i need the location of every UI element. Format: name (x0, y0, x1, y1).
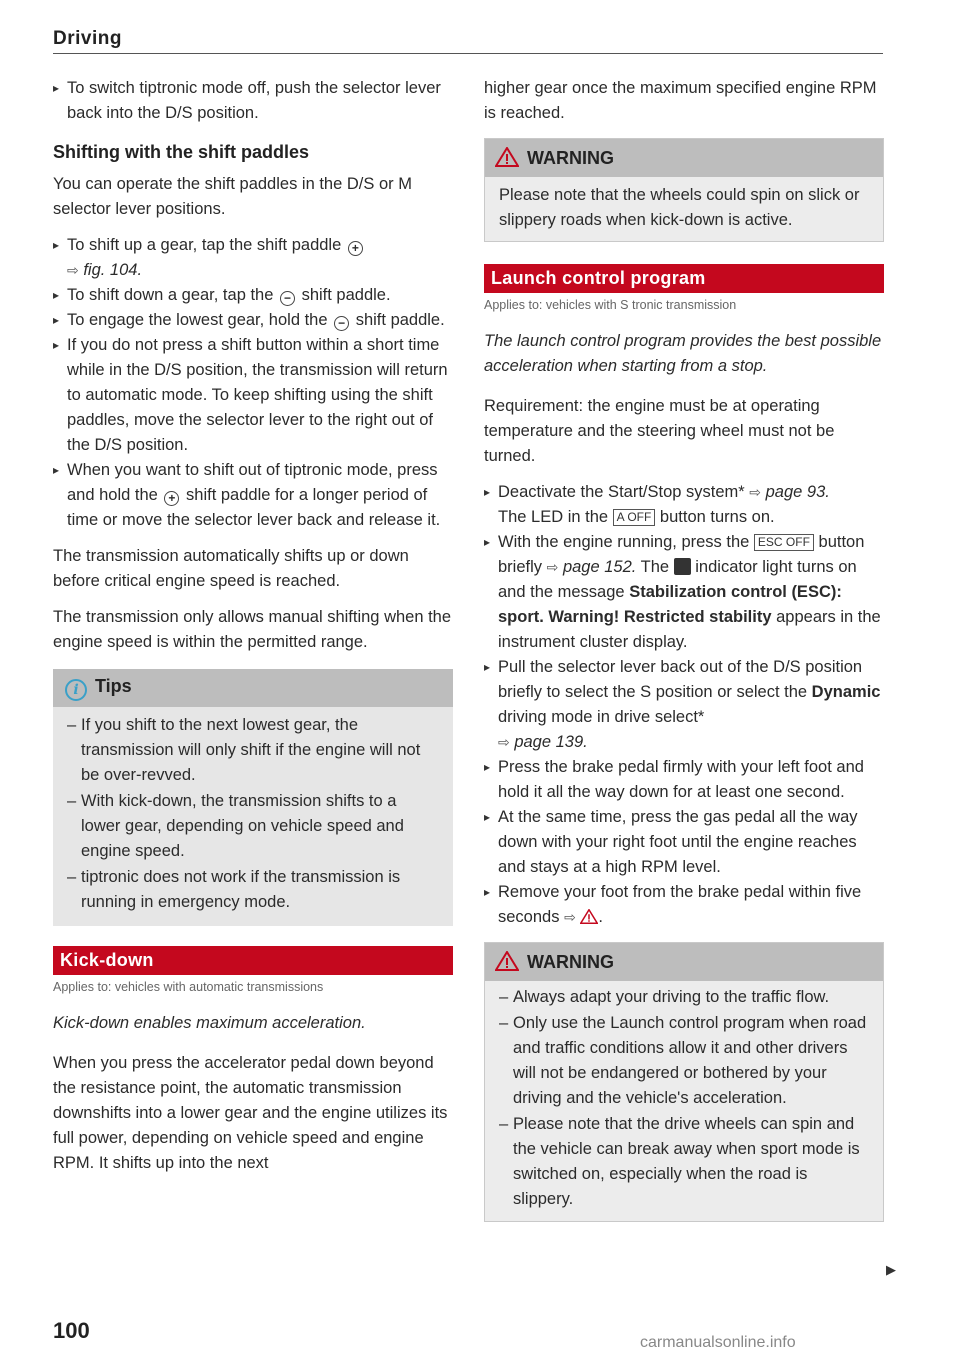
warning-triangle-icon (495, 147, 519, 167)
tips-title: Tips (95, 676, 132, 696)
warning-header (485, 139, 883, 177)
ref-arrow-icon: ⇨ (749, 484, 762, 500)
step-item: ▸ If you do not press a shift button within a short time while in the D/S position, the transmission will return to automatic mode. To keep shifting using the shift paddles, move the selector lever to the right out of the D/S position. (53, 333, 453, 458)
chapter-title: Driving (53, 28, 122, 49)
continuation-paragraph: higher gear once the maximum specified engine RPM is reached. (484, 79, 877, 122)
plus-paddle-icon: + (164, 491, 179, 506)
kickdown-lead: Kick-down enables maximum acceleration. (53, 1014, 366, 1032)
step-item: ▸ To switch tiptronic mode off, push the selector lever back into the D/S position. (53, 76, 453, 126)
tips-box (53, 669, 453, 926)
launch-section-title: Launch control program (484, 264, 884, 293)
step-item: ▸ Pull the selector lever back out of the D/S position briefly to select the S position or select the Dynamic driving mode in drive select* ⇨ page 139. (484, 655, 884, 755)
watermark: carmanualsonline.info (640, 1334, 796, 1351)
left-column (53, 76, 453, 1187)
paddles-heading: Shifting with the shift paddles (53, 142, 309, 162)
launch-lead: The launch control program provides the best possible acceleration when starting from a stop. (484, 332, 882, 375)
tips-list (53, 707, 453, 915)
tips-header (53, 669, 453, 707)
launch-applies: Applies to: vehicles with S tronic transmission (484, 298, 737, 312)
warning-item: – Please note that the drive wheels can spin and the vehicle can break away when sport mode is switched on, especially when the road is slippery. (499, 1112, 869, 1212)
step-item: ▸ Deactivate the Start/Stop system* ⇨ page 93. The LED in the A OFF button turns on. (484, 480, 884, 530)
step-item: ▸ When you want to shift out of tiptronic mode, press and hold the + shift paddle for a longer period of time or move the selector lever back and release it. (53, 458, 453, 533)
warning-box (484, 942, 884, 1222)
warning-item: – Always adapt your driving to the traffic flow. (499, 985, 869, 1010)
step-item: ▸ Remove your foot from the brake pedal within five seconds ⇨ . (484, 880, 884, 930)
page-reference[interactable]: page 139. (514, 733, 588, 751)
ref-arrow-icon: ⇨ (564, 909, 576, 925)
figure-reference[interactable]: fig. 104. (83, 261, 143, 279)
page-number: 100 (53, 1318, 90, 1343)
kickdown-body: When you press the accelerator pedal down beyond the resistance point, the automatic transmission downshifts into a lower gear and the engine utilizes its full power, depending on vehicle speed and engine RPM. It shifts up into the next (53, 1054, 448, 1172)
page-reference[interactable]: page 152. (562, 558, 637, 576)
step-item: ▸ Press the brake pedal firmly with your left foot and hold it all the way down for at least one second. (484, 755, 884, 805)
page-reference[interactable]: page 93. (765, 483, 830, 501)
paddle-steps (53, 233, 453, 533)
launch-steps (484, 480, 884, 930)
intro-steps (53, 76, 453, 126)
launch-requirement: Requirement: the engine must be at operating temperature and the steering wheel must not be turned. (484, 397, 835, 465)
info-icon: i (65, 679, 87, 701)
warning-triangle-icon (495, 951, 519, 971)
warning-triangle-icon[interactable] (580, 909, 598, 924)
paddles-paragraph: You can operate the shift paddles in the D/S or M selector lever positions. (53, 175, 412, 218)
kickdown-applies: Applies to: vehicles with automatic transmissions (53, 980, 324, 994)
warning-body: Please note that the wheels could spin on slick or slippery roads when kick-down is active. (499, 186, 860, 229)
tip-item: – If you shift to the next lowest gear, the transmission will only shift if the engine will not be over-revved. (67, 713, 439, 788)
ref-arrow-icon: ⇨ (498, 734, 510, 750)
plus-paddle-icon: + (348, 241, 363, 256)
step-item: ▸ At the same time, press the gas pedal all the way down with your right foot until the engine reaches and stays at a high RPM level. (484, 805, 884, 880)
continue-arrow-icon: ▶ (886, 1262, 896, 1277)
warning-box (484, 138, 884, 242)
warning-title: WARNING (527, 148, 614, 168)
minus-paddle-icon: − (334, 316, 349, 331)
warning-list (485, 981, 883, 1212)
page-header (53, 28, 883, 54)
start-stop-button-icon: A OFF (613, 509, 656, 526)
tip-item: – tiptronic does not work if the transmission is running in emergency mode. (67, 865, 439, 915)
warning-title: WARNING (527, 952, 614, 972)
warning-header (485, 943, 883, 981)
minus-paddle-icon: − (280, 291, 295, 306)
warning-item: – Only use the Launch control program when road and traffic conditions allow it and other drivers will not be endangered or bothered by your driving and the vehicle's acceleration. (499, 1011, 869, 1111)
esc-indicator-icon (674, 558, 691, 575)
right-column (484, 76, 884, 1244)
step-item: ▸ To engage the lowest gear, hold the − shift paddle. (53, 308, 453, 333)
step-item: ▸ To shift up a gear, tap the shift paddle + ⇨ fig. 104. (53, 233, 453, 283)
tip-item: – With kick-down, the transmission shifts to a lower gear, depending on vehicle speed and engine speed. (67, 789, 439, 864)
ref-arrow-icon: ⇨ (67, 262, 79, 278)
body-paragraph: The transmission only allows manual shifting when the engine speed is within the permitted range. (53, 608, 452, 651)
ref-arrow-icon: ⇨ (546, 559, 559, 575)
kickdown-section-title: Kick-down (53, 946, 453, 975)
body-paragraph: The transmission automatically shifts up or down before critical engine speed is reached. (53, 547, 409, 590)
esc-off-button-icon: ESC OFF (754, 534, 814, 551)
step-item: ▸ To shift down a gear, tap the − shift paddle. (53, 283, 453, 308)
step-item: ▸ With the engine running, press the ESC OFF button briefly ⇨ page 152. The indicator light turns on and the message Stabilization control (ESC): sport. Warning! Restricted stability appears in the instrument cluster display. (484, 530, 884, 655)
